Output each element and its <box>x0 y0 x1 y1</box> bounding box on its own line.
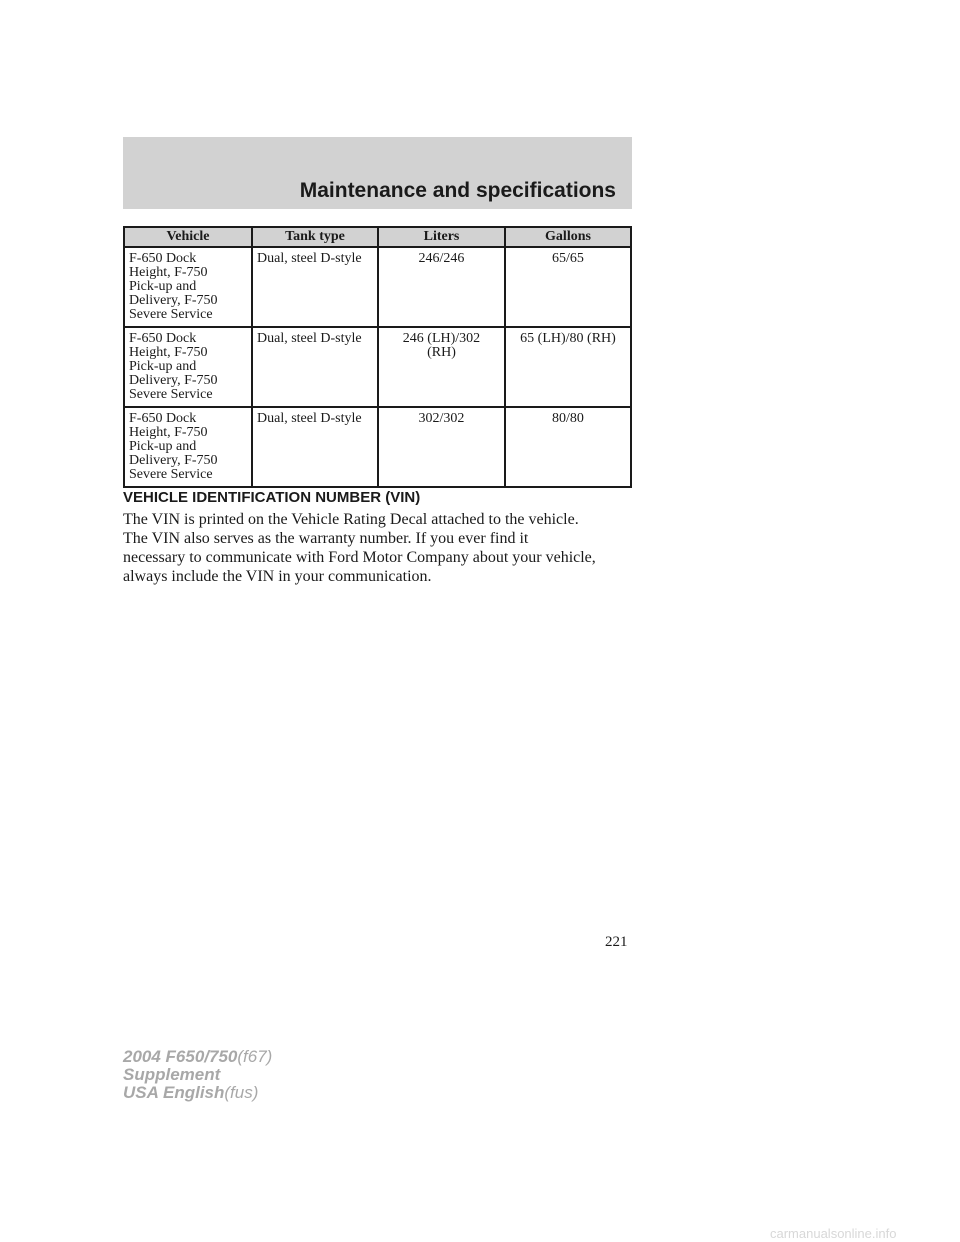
tank-type-cell: Dual, steel D-style <box>252 327 378 407</box>
paragraph-line: The VIN is printed on the Vehicle Rating Decal attached to the vehicle. <box>123 511 579 528</box>
vehicle-line: F-650 Dock <box>129 251 197 266</box>
gallons-cell: 65 (LH)/80 (RH) <box>505 327 631 407</box>
section-header-band <box>123 137 632 209</box>
footer-line-supplement <box>123 1066 272 1084</box>
vehicle-line: Height, F-750 <box>129 425 208 440</box>
footer-language-code: (fus) <box>224 1083 259 1102</box>
liters-line: (RH) <box>427 345 456 360</box>
footer-model-code: (f67) <box>237 1047 273 1066</box>
vin-heading: VEHICLE IDENTIFICATION NUMBER (VIN) <box>123 489 421 506</box>
liters-line: 246 (LH)/302 <box>402 331 481 346</box>
vehicle-line: F-650 Dock <box>129 411 197 426</box>
table-row <box>124 327 631 407</box>
section-title: Maintenance and specifications <box>299 179 616 202</box>
table-row <box>124 407 631 487</box>
vehicle-cell <box>124 247 252 327</box>
liters-cell <box>378 327 505 407</box>
vehicle-line: Delivery, F-750 <box>129 293 218 308</box>
vehicle-line: Pick-up and <box>129 439 197 454</box>
vehicle-line: Delivery, F-750 <box>129 373 218 388</box>
page-number: 221 <box>605 934 628 950</box>
paragraph-line: always include the VIN in your communication. <box>123 568 432 585</box>
tank-type-cell: Dual, steel D-style <box>252 247 378 327</box>
vehicle-line: Severe Service <box>129 387 213 402</box>
vehicle-line: Severe Service <box>129 467 213 482</box>
footer-line-language <box>123 1084 272 1102</box>
paragraph-line: The VIN also serves as the warranty number. If you ever find it <box>123 530 529 547</box>
table-row <box>124 247 631 327</box>
gallons-cell: 80/80 <box>505 407 631 487</box>
fuel-tank-capacity-table <box>123 226 632 488</box>
column-header-liters: Liters <box>378 227 505 247</box>
column-header-gallons: Gallons <box>505 227 631 247</box>
vehicle-line: Pick-up and <box>129 279 197 294</box>
liters-line: 302/302 <box>418 411 465 426</box>
liters-cell <box>378 247 505 327</box>
vehicle-line: F-650 Dock <box>129 331 197 346</box>
vehicle-line: Delivery, F-750 <box>129 453 218 468</box>
site-watermark: carmanualsonline.info <box>770 1226 897 1241</box>
footer-line-model <box>123 1048 272 1066</box>
footer-supplement: Supplement <box>123 1065 221 1084</box>
footer-language: USA English <box>123 1083 225 1102</box>
paragraph-line: necessary to communicate with Ford Motor Company about your vehicle, <box>123 549 596 566</box>
vehicle-line: Height, F-750 <box>129 265 208 280</box>
liters-cell <box>378 407 505 487</box>
gallons-cell: 65/65 <box>505 247 631 327</box>
liters-line: 246/246 <box>418 251 465 266</box>
footer-model: 2004 F650/750 <box>123 1047 238 1066</box>
column-header-vehicle: Vehicle <box>124 227 252 247</box>
vehicle-line: Severe Service <box>129 307 213 322</box>
vehicle-line: Pick-up and <box>129 359 197 374</box>
tank-type-cell: Dual, steel D-style <box>252 407 378 487</box>
vin-paragraph <box>123 510 633 586</box>
vehicle-line: Height, F-750 <box>129 345 208 360</box>
column-header-tank-type: Tank type <box>252 227 378 247</box>
table-header-row <box>124 227 631 247</box>
document-footer <box>123 1048 272 1102</box>
vehicle-cell <box>124 327 252 407</box>
vehicle-cell <box>124 407 252 487</box>
